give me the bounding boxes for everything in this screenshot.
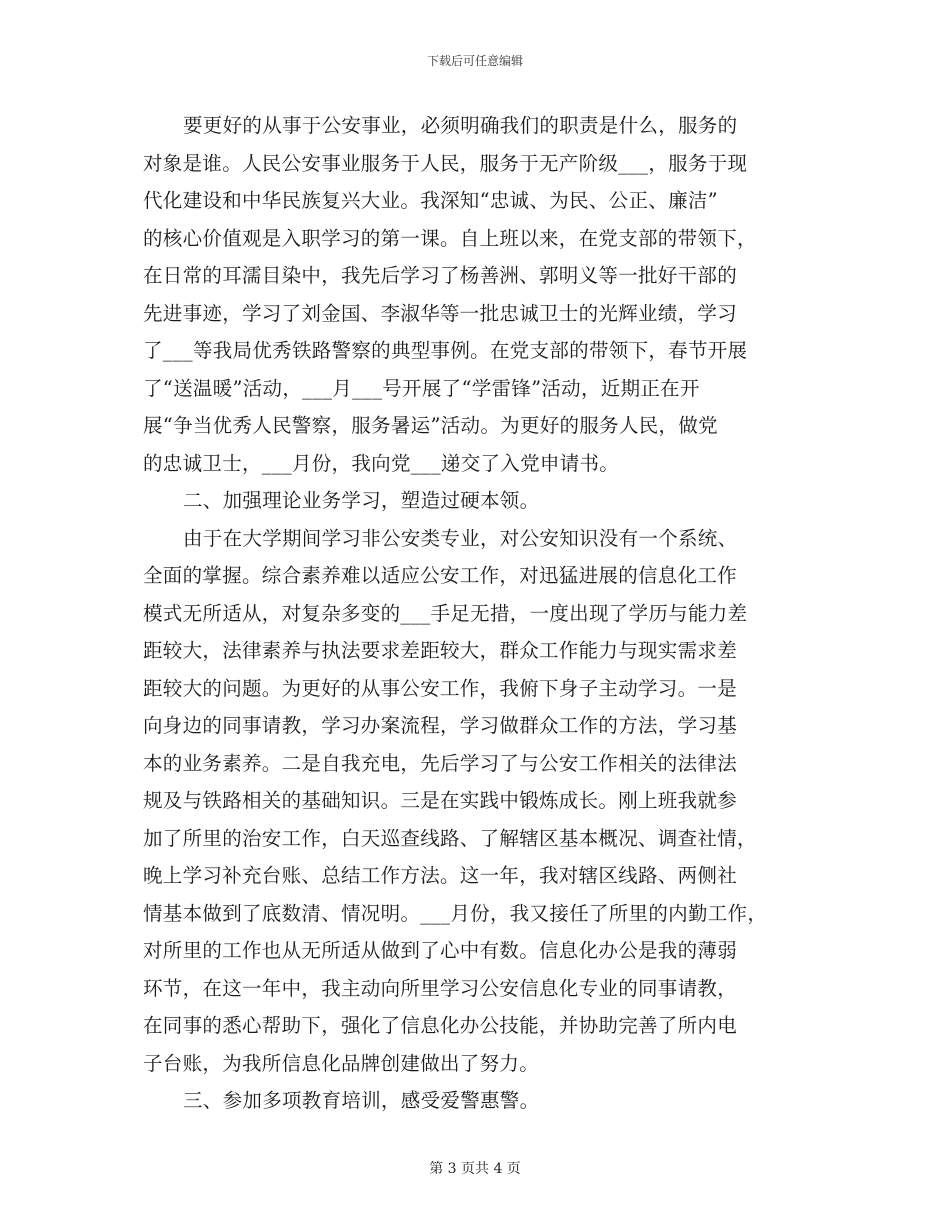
text-line: 的核心价值观是入职学习的第一课。自上班以来，在党支部的带领下， bbox=[143, 226, 757, 250]
section-heading: 二、加强理论业务学习，塑造过硬本领。 bbox=[183, 489, 540, 512]
text-line: 距较大，法律素养与执法要求差距较大，群众工作能力与现实需求差 bbox=[143, 639, 738, 662]
text-line: 了___等我局优秀铁路警察的典型事例。在党支部的带领下，春节开展 bbox=[143, 339, 748, 362]
text-line: 展“争当优秀人民警察，服务暑运”活动。为更好的服务人民，做党 bbox=[143, 414, 718, 437]
text-line: 本的业务素养。二是自我充电，先后学习了与公安工作相关的法律法 bbox=[143, 751, 738, 775]
text-line: 代化建设和中华民族复兴大业。我深知“忠诚、为民、公正、廉洁” bbox=[143, 189, 718, 212]
text-line: 要更好的从事于公安事业，必须明确我们的职责是什么，服务的 bbox=[183, 114, 738, 137]
text-line: 对象是谁。人民公安事业服务于人民，服务于无产阶级___，服务于现 bbox=[143, 151, 748, 175]
text-line: 晚上学习补充台账、总结工作方法。这一年，我对辖区线路、两侧社 bbox=[143, 864, 738, 887]
page-number: 第 3 页共 4 页 bbox=[429, 1161, 521, 1177]
text-line: 加了所里的治安工作，白天巡查线路、了解辖区基本概况、调查社情， bbox=[143, 826, 757, 850]
page-header: 下载后可任意编辑 bbox=[426, 54, 523, 68]
text-line: 环节，在这一年中，我主动向所里学习公安信息化专业的同事请教， bbox=[143, 976, 738, 1000]
text-line: 向身边的同事请教，学习办案流程，学习做群众工作的方法，学习基 bbox=[143, 714, 738, 737]
text-line: 在同事的悉心帮助下，强化了信息化办公技能，并协助完善了所内电 bbox=[143, 1014, 738, 1037]
document-body bbox=[143, 107, 823, 1120]
text-line: 对所里的工作也从无所适从做到了心中有数。信息化办公是我的薄弱 bbox=[143, 939, 738, 962]
section-heading: 三、参加多项教育培训，感受爱警惠警。 bbox=[183, 1089, 540, 1112]
text-line: 规及与铁路相关的基础知识。三是在实践中锻炼成长。刚上班我就参 bbox=[143, 789, 738, 812]
text-line: 由于在大学期间学习非公安类专业，对公安知识没有一个系统、 bbox=[183, 526, 738, 550]
text-line: 情基本做到了底数清、情况明。___月份，我又接任了所里的内勤工作， bbox=[143, 901, 768, 925]
text-line: 距较大的问题。为更好的从事公安工作，我俯下身子主动学习。一是 bbox=[143, 676, 738, 700]
text-line: 的忠诚卫士，___月份，我向党___递交了入党申请书。 bbox=[143, 451, 620, 475]
text-line: 了“送温暖”活动，___月___号开展了“学雷锋”活动，近期正在开 bbox=[143, 376, 700, 400]
text-line: 先进事迹，学习了刘金国、李淑华等一批忠诚卫士的光辉业绩，学习 bbox=[143, 301, 738, 325]
text-line: 模式无所适从，对复杂多变的___手足无措，一度出现了学历与能力差 bbox=[143, 601, 748, 625]
text-line: 在日常的耳濡目染中，我先后学习了杨善洲、郭明义等一批好干部的 bbox=[143, 264, 738, 287]
text-line: 全面的掌握。综合素养难以适应公安工作，对迅猛进展的信息化工作 bbox=[143, 564, 738, 587]
text-line: 子台账，为我所信息化品牌创建做出了努力。 bbox=[143, 1051, 540, 1075]
